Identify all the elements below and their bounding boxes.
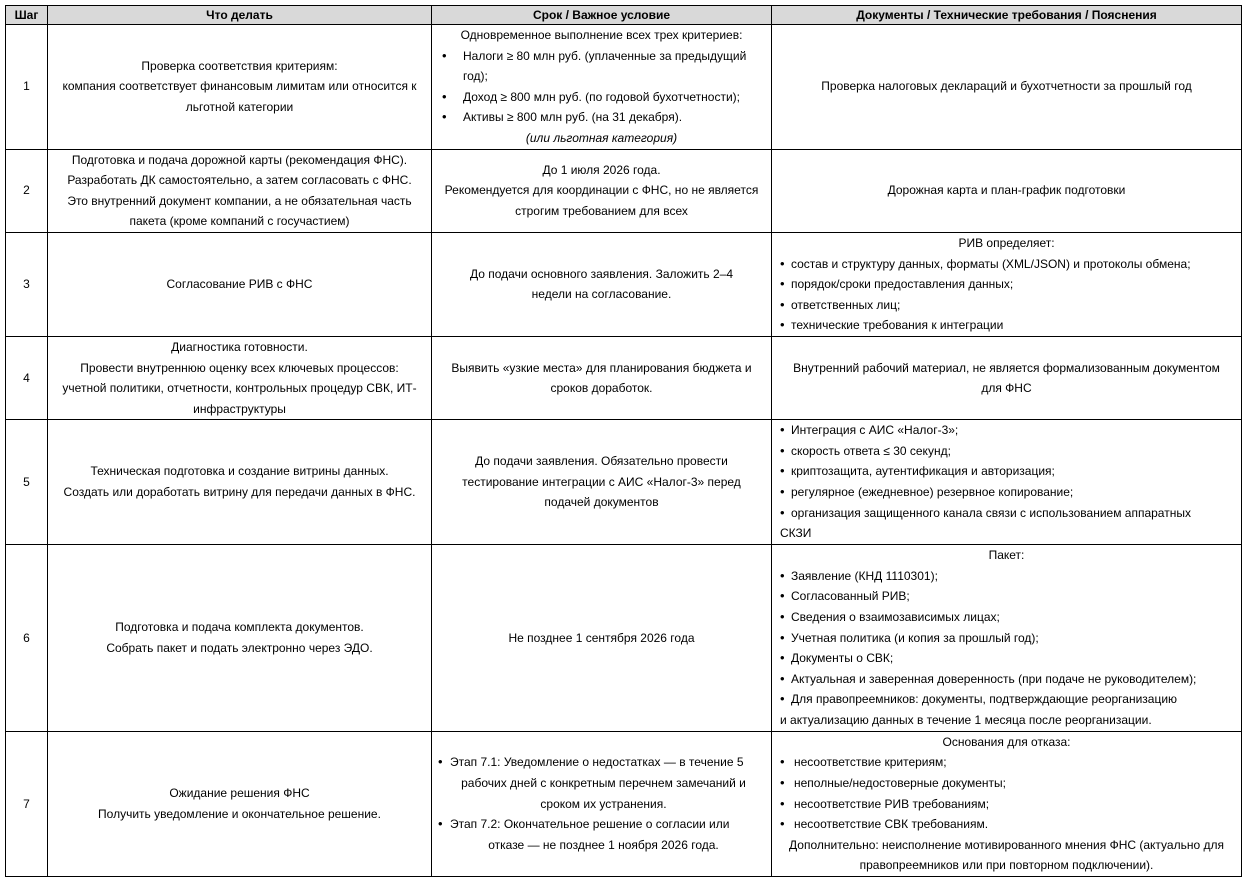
list-item: • Для правопреемников: документы, подтверждающие реорганизацию [776, 689, 1237, 710]
deadline-note: (или льготная категория) [525, 130, 678, 145]
list-item: • Заявление (КНД 1110301); [776, 566, 1237, 587]
step-deadline: Не позднее 1 сентября 2026 года [432, 544, 772, 731]
header-docs: Документы / Технические требования / Пояснения [772, 6, 1242, 25]
step-what: Диагностика готовности. Провести внутреннюю оценку всех ключевых процессов: учетной политики, отчетности, контрольных процедур СВК, ИТ- инфраструктуры [48, 336, 432, 419]
list-item: • организация защищенного канала связи с использованием аппаратных [776, 503, 1237, 524]
list-item: • скорость ответа ≤ 30 секунд; [776, 441, 1237, 462]
stages-list [436, 814, 767, 835]
step-docs: Внутренний рабочий материал, не является формализованным документом для ФНС [772, 336, 1242, 419]
list-item: • Согласованный РИВ; [776, 586, 1237, 607]
step-what: Подготовка и подача дорожной карты (рекомендация ФНС). Разработать ДК самостоятельно, а затем согласовать с ФНС. Это внутренний документ компании, а не обязательная часть пакета (кроме компаний с госучастием) [48, 149, 432, 232]
step-number: 4 [6, 336, 48, 419]
docs-intro: РИВ определяет: [958, 235, 1055, 250]
step-number: 5 [6, 420, 48, 545]
step-docs [772, 544, 1242, 731]
list-item: • Сведения о взаимозависимых лицах; [776, 607, 1237, 628]
list-item: • Документы о СВК; [776, 648, 1237, 669]
docs-tail: и актуализацию данных в течение 1 месяца после реорганизации. [780, 712, 1152, 727]
list-item: • несоответствие СВК требованиям. [776, 814, 1237, 835]
stages-list [436, 752, 767, 773]
step-deadline [432, 25, 772, 150]
header-step: Шаг [6, 6, 48, 25]
list-item: • регулярное (ежедневное) резервное копирование; [776, 482, 1237, 503]
list-item: • Интеграция с АИС «Налог-3»; [776, 420, 1237, 441]
step-deadline: • Этап 7.1: Уведомление о недостатках — в течение 5 рабочих дней с конкретным перечнем замечаний и сроком их устранения. • Этап 7.2: Окончательное решение о согласии или отказе — не позднее 1 ноября 2026 года. [432, 731, 772, 876]
step-deadline: До подачи заявления. Обязательно провести тестирование интеграции с АИС «Налог-3» перед подачей документов [432, 420, 772, 545]
table-row [6, 232, 1242, 336]
list-item: • Этап 7.2: Окончательное решение о согласии или [436, 814, 767, 835]
list-item: • технические требования к интеграции [776, 315, 1237, 336]
list-item: • Доход ≥ 800 млн руб. (по годовой бухотчетности); [436, 87, 767, 108]
list-item: • несоответствие критериям; [776, 752, 1237, 773]
step-docs: Дорожная карта и план-график подготовки [772, 149, 1242, 232]
step-what: Проверка соответствия критериям: компания соответствует финансовым лимитам или относится к льготной категории [48, 25, 432, 150]
list-item: • криптозащита, аутентификация и авторизация; [776, 461, 1237, 482]
list-item: • Этап 7.1: Уведомление о недостатках — в течение 5 [436, 752, 767, 773]
table-row [6, 731, 1242, 876]
step-deadline: До подачи основного заявления. Заложить 2–4 недели на согласование. [432, 232, 772, 336]
docs-intro: Основания для отказа: [942, 734, 1071, 749]
step-docs [772, 731, 1242, 876]
list-item: • Активы ≥ 800 млн руб. (на 31 декабря). [436, 107, 767, 128]
list-item: • состав и структуру данных, форматы (XML/JSON) и протоколы обмена; [776, 254, 1237, 275]
step-deadline: Выявить «узкие места» для планирования бюджета и сроков доработок. [432, 336, 772, 419]
deadline-intro: Одновременное выполнение всех трех критериев: [460, 28, 743, 42]
docs-tail: Дополнительно: неисполнение мотивированного мнения ФНС (актуально для [789, 837, 1224, 852]
header-deadline: Срок / Важное условие [432, 6, 772, 25]
step-number: 3 [6, 232, 48, 336]
header-what: Что делать [48, 6, 432, 25]
table-row [6, 420, 1242, 545]
step-docs: Проверка налоговых деклараций и бухотчетности за прошлый год [772, 25, 1242, 150]
docs-intro: Пакет: [988, 548, 1025, 563]
step-what: Ожидание решения ФНС Получить уведомление и окончательное решение. [48, 731, 432, 876]
table-row [6, 25, 1242, 150]
header-row [6, 6, 1242, 25]
steps-table [5, 5, 1242, 877]
docs-tail: правопреемников или при повторном подключении). [859, 858, 1154, 873]
step-what: Согласование РИВ с ФНС [48, 232, 432, 336]
step-number: 2 [6, 149, 48, 232]
step-what: Техническая подготовка и создание витрины данных. Создать или доработать витрину для передачи данных в ФНС. [48, 420, 432, 545]
step-deadline: До 1 июля 2026 года. Рекомендуется для координации с ФНС, но не является строгим требованием для всех [432, 149, 772, 232]
docs-tail: СКЗИ [780, 526, 812, 541]
step-docs [772, 420, 1242, 545]
list-item: • Учетная политика (и копия за прошлый год); [776, 628, 1237, 649]
step-number: 7 [6, 731, 48, 876]
table-row [6, 149, 1242, 232]
docs-list [776, 752, 1237, 834]
table-row [6, 336, 1242, 419]
docs-list [776, 566, 1237, 710]
table-row [6, 544, 1242, 731]
docs-list [776, 254, 1237, 336]
list-item: • неполные/недостоверные документы; [776, 773, 1237, 794]
step-docs [772, 232, 1242, 336]
list-item: • порядок/сроки предоставления данных; [776, 274, 1237, 295]
list-item: • ответственных лиц; [776, 295, 1237, 316]
step-what: Подготовка и подача комплекта документов. Собрать пакет и подать электронно через ЭДО. [48, 544, 432, 731]
list-item: • несоответствие РИВ требованиям; [776, 794, 1237, 815]
list-item: • Актуальная и заверенная доверенность (при подаче не руководителем); [776, 669, 1237, 690]
list-item: • Налоги ≥ 80 млн руб. (уплаченные за предыдущий год); [436, 46, 767, 87]
docs-list [776, 420, 1237, 523]
criteria-list [436, 46, 767, 128]
step-number: 1 [6, 25, 48, 150]
step-number: 6 [6, 544, 48, 731]
